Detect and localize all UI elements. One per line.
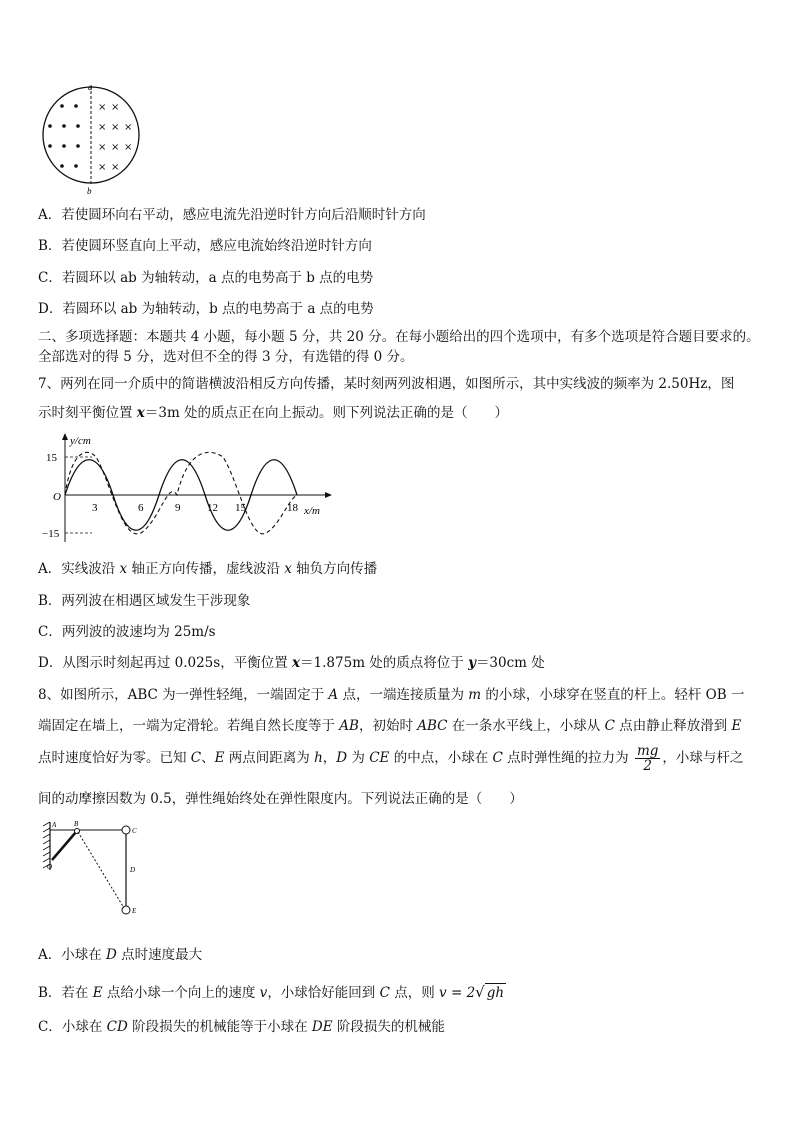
section2-instruction-line1: 二、多项选择题：本题共 4 小题，每小题 5 分，共 20 分。在每小题给出的四个选项中，有多个选项是符合题目要求的。 [38, 329, 760, 345]
wave-chart [40, 430, 340, 548]
q7-option-d: D．从图示时刻起再过 0.025s，平衡位置 x＝1.875m 处的质点将位于 y＝30cm 处 [38, 655, 545, 671]
dashed-wave [65, 452, 297, 534]
q8-option-c: C．小球在 CD 阶段损失的机械能等于小球在 DE 阶段损失的机械能 [38, 1019, 445, 1035]
x-axis-arrow [325, 492, 332, 498]
ball-e [122, 906, 130, 914]
svg-text:×: × [124, 142, 133, 153]
svg-text:×: × [111, 162, 120, 173]
y-tick-neg15: −15 [42, 528, 60, 540]
q6-option-d: D．若圆环以 ab 为轴转动，b 点的电势高于 a 点的电势 [38, 301, 374, 317]
x-tick-12: 12 [207, 502, 218, 514]
svg-text:×: × [98, 122, 107, 133]
rope-to-e [78, 832, 124, 908]
x-tick-15: 15 [235, 502, 246, 514]
x-axis-label: x/m [304, 505, 320, 517]
q7-option-a: A．实线波沿 x 轴正方向传播，虚线波沿 x 轴负方向传播 [38, 561, 378, 577]
ball-c [122, 826, 130, 834]
field-out-dots [48, 104, 80, 168]
sqrt-gh: gh [486, 985, 505, 1001]
field-in-crosses [98, 102, 132, 173]
x-tick-3: 3 [92, 502, 98, 514]
tension-fraction: $\frac{mg}{2}$ [636, 743, 659, 774]
q7-stem-line2: 示时刻平衡位置 x＝3m 处的质点正在向上振动。则下列说法正确的是（ ） [38, 405, 509, 421]
svg-text:×: × [98, 162, 107, 173]
label-E: E [132, 907, 137, 915]
q7-option-c: C．两列波的波速均为 25m/s [38, 624, 216, 640]
rod-ob [52, 832, 76, 860]
x-tick-9: 9 [175, 502, 181, 514]
q7-stem-line1: 7、两列在同一介质中的简谐横波沿相反方向传播，某时刻两列波相遇，如图所示，其中实线波的频率为 2.50Hz，图 [38, 376, 735, 392]
q8-stem-line2: 端固定在墙上，一端为定滑轮。若绳自然长度等于 AB，初始时 ABC 在一条水平线上，小球从 C 点由静止释放滑到 E [38, 718, 742, 734]
label-C: C [132, 827, 137, 835]
section2-instruction-line2: 全部选对的得 5 分，选对但不全的得 3 分，有选错的得 0 分。 [38, 349, 414, 365]
label-a: a [88, 84, 93, 92]
q8-stem-line4: 间的动摩擦因数为 0.5，弹性绳始终处在弹性限度内。下列说法正确的是（ ） [38, 791, 523, 807]
ring-magnetic-field-figure [36, 84, 146, 196]
q8-stem-line3: 点时速度恰好为零。已知 C、E 两点间距离为 h，D 为 CE 的中点，小球在 C 点时弹性绳的拉力为 $\frac{mg}{2}$ ，小球与杆之 [38, 743, 744, 774]
y-axis-label: y/cm [70, 435, 91, 447]
x-tick-6: 6 [138, 502, 144, 514]
q8-option-a: A．小球在 D 点时速度最大 [38, 947, 203, 963]
label-b: b [87, 186, 92, 196]
q6-option-a: A．若使圆环向右平动，感应电流先沿逆时针方向后沿顺时针方向 [38, 207, 426, 223]
q8-option-b: B．若在 E 点给小球一个向上的速度 v，小球恰好能回到 C 点，则 v = 2√ gh [38, 983, 505, 1001]
q8-stem-line1: 8、如图所示，ABC 为一弹性轻绳，一端固定于 A 点，一端连接质量为 m 的小球，小球穿在竖直的杆上。轻杆 OB 一 [38, 687, 745, 703]
wall-hatch [43, 822, 50, 868]
svg-text:×: × [111, 122, 120, 133]
svg-text:×: × [98, 102, 107, 113]
origin-label: O [53, 491, 61, 503]
x-tick-18: 18 [287, 502, 298, 514]
label-O: O [47, 863, 53, 871]
svg-text:×: × [98, 142, 107, 153]
svg-text:×: × [111, 102, 120, 113]
svg-text:×: × [124, 122, 133, 133]
svg-text:×: × [111, 142, 120, 153]
label-B: B [74, 820, 79, 828]
q6-option-b: B．若使圆环竖直向上平动，感应电流始终沿逆时针方向 [38, 238, 372, 254]
y-axis-arrow [62, 433, 68, 440]
q7-option-b: B．两列波在相遇区域发生干涉现象 [38, 593, 251, 609]
label-D: D [130, 866, 136, 874]
label-A: A [52, 821, 57, 829]
q6-option-c: C．若圆环以 ab 为轴转动，a 点的电势高于 b 点的电势 [38, 270, 374, 286]
y-tick-15: 15 [46, 452, 57, 464]
elastic-rope-figure [40, 818, 150, 922]
